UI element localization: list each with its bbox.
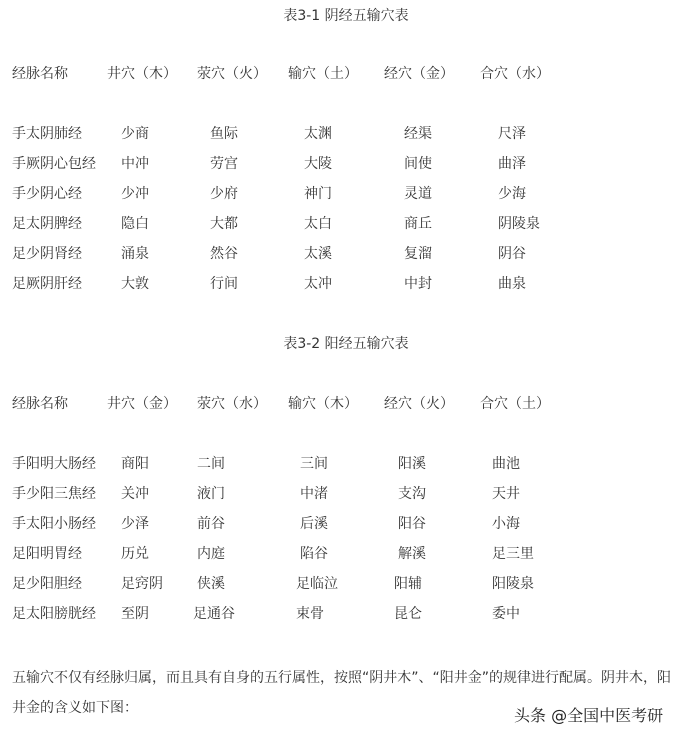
table-row — [0, 184, 692, 204]
he-sea-point: 委中 — [492, 606, 520, 622]
jing-river-point: 阳辅 — [394, 576, 422, 592]
jing-river-point: 解溪 — [398, 546, 426, 562]
jing-river-point: 中封 — [404, 276, 432, 292]
table-row — [0, 154, 692, 174]
shu-stream-point: 中渚 — [300, 486, 328, 502]
table2-header-cell: 井穴（金） — [107, 396, 177, 412]
he-sea-point: 足三里 — [492, 546, 534, 562]
he-sea-point: 曲池 — [492, 456, 520, 472]
ying-spring-point: 内庭 — [197, 546, 225, 562]
meridian-name: 足阳明胃经 — [12, 546, 82, 562]
jing-well-point: 关冲 — [121, 486, 149, 502]
ying-spring-point: 二间 — [197, 456, 225, 472]
shu-stream-point: 太冲 — [304, 276, 332, 292]
jing-well-point: 涌泉 — [121, 246, 149, 262]
table-row — [0, 574, 692, 594]
table-row — [0, 454, 692, 474]
ying-spring-point: 液门 — [197, 486, 225, 502]
jing-well-point: 大敦 — [121, 276, 149, 292]
he-sea-point: 尺泽 — [498, 126, 526, 142]
shu-stream-point: 大陵 — [304, 156, 332, 172]
table-row — [0, 514, 692, 534]
meridian-name: 手厥阴心包经 — [12, 156, 96, 172]
table-row — [0, 214, 692, 234]
he-sea-point: 曲泽 — [498, 156, 526, 172]
table2-header-cell: 经脉名称 — [12, 396, 68, 412]
jing-well-point: 中冲 — [121, 156, 149, 172]
jing-well-point: 少泽 — [121, 516, 149, 532]
he-sea-point: 阳陵泉 — [492, 576, 534, 592]
ying-spring-point: 前谷 — [197, 516, 225, 532]
table2-title: 表3-2 阳经五输穴表 — [283, 336, 409, 352]
he-sea-point: 少海 — [498, 186, 526, 202]
jing-river-point: 支沟 — [398, 486, 426, 502]
meridian-name: 足厥阴肝经 — [12, 276, 82, 292]
meridian-name: 足少阴肾经 — [12, 246, 82, 262]
table-row — [0, 604, 692, 624]
table-row — [0, 544, 692, 564]
explanation-paragraph: 五输穴不仅有经脉归属，而且具有自身的五行属性，按照“阴井木”、“阳井金”的规律进行配属。阴井木，阳井金的含义如下图： — [12, 670, 672, 716]
jing-river-point: 经渠 — [404, 126, 432, 142]
meridian-name: 手阳明大肠经 — [12, 456, 96, 472]
ying-spring-point: 鱼际 — [210, 126, 238, 142]
he-sea-point: 阴陵泉 — [498, 216, 540, 232]
jing-river-point: 商丘 — [404, 216, 432, 232]
ying-spring-point: 侠溪 — [197, 576, 225, 592]
jing-well-point: 少商 — [121, 126, 149, 142]
shu-stream-point: 陷谷 — [300, 546, 328, 562]
meridian-name: 手太阴肺经 — [12, 126, 82, 142]
watermark: 头条 @全国中医考研 — [514, 706, 664, 725]
shu-stream-point: 后溪 — [300, 516, 328, 532]
table1-header-cell: 经穴（金） — [384, 66, 454, 82]
table-row — [0, 124, 692, 144]
jing-well-point: 历兑 — [121, 546, 149, 562]
shu-stream-point: 太渊 — [304, 126, 332, 142]
meridian-name: 足太阳膀胱经 — [12, 606, 96, 622]
table2-header-row — [0, 394, 692, 414]
jing-well-point: 隐白 — [121, 216, 149, 232]
jing-river-point: 昆仑 — [394, 606, 422, 622]
table-row — [0, 484, 692, 504]
table1-header-cell: 合穴（水） — [480, 66, 550, 82]
shu-stream-point: 太溪 — [304, 246, 332, 262]
jing-well-point: 足窍阴 — [121, 576, 163, 592]
table2-header-cell: 合穴（土） — [480, 396, 550, 412]
table1-header-cell: 井穴（木） — [107, 66, 177, 82]
ying-spring-point: 然谷 — [210, 246, 238, 262]
jing-river-point: 灵道 — [404, 186, 432, 202]
table2-header-cell: 荥穴（水） — [197, 396, 267, 412]
he-sea-point: 曲泉 — [498, 276, 526, 292]
shu-stream-point: 足临泣 — [296, 576, 338, 592]
jing-river-point: 复溜 — [404, 246, 432, 262]
jing-well-point: 商阳 — [121, 456, 149, 472]
shu-stream-point: 太白 — [304, 216, 332, 232]
meridian-name: 手少阴心经 — [12, 186, 82, 202]
table1-header-cell: 荥穴（火） — [197, 66, 267, 82]
table-row — [0, 244, 692, 264]
table1-header-cell: 经脉名称 — [12, 66, 68, 82]
ying-spring-point: 少府 — [210, 186, 238, 202]
table-row — [0, 274, 692, 294]
ying-spring-point: 行间 — [210, 276, 238, 292]
table2-header-cell: 经穴（火） — [384, 396, 454, 412]
ying-spring-point: 劳宫 — [210, 156, 238, 172]
shu-stream-point: 三间 — [300, 456, 328, 472]
table2-header-cell: 输穴（木） — [288, 396, 358, 412]
table1-header-cell: 输穴（土） — [288, 66, 358, 82]
jing-river-point: 间使 — [404, 156, 432, 172]
meridian-name: 足太阴脾经 — [12, 216, 82, 232]
shu-stream-point: 神门 — [304, 186, 332, 202]
jing-well-point: 至阴 — [121, 606, 149, 622]
meridian-name: 手少阳三焦经 — [12, 486, 96, 502]
shu-stream-point: 束骨 — [296, 606, 324, 622]
jing-river-point: 阳溪 — [398, 456, 426, 472]
ying-spring-point: 足通谷 — [193, 606, 235, 622]
he-sea-point: 天井 — [492, 486, 520, 502]
jing-river-point: 阳谷 — [398, 516, 426, 532]
he-sea-point: 小海 — [492, 516, 520, 532]
table1-header-row — [0, 64, 692, 84]
table1-title: 表3-1 阴经五输穴表 — [283, 8, 409, 24]
he-sea-point: 阴谷 — [498, 246, 526, 262]
meridian-name: 手太阳小肠经 — [12, 516, 96, 532]
jing-well-point: 少冲 — [121, 186, 149, 202]
meridian-name: 足少阳胆经 — [12, 576, 82, 592]
ying-spring-point: 大都 — [210, 216, 238, 232]
